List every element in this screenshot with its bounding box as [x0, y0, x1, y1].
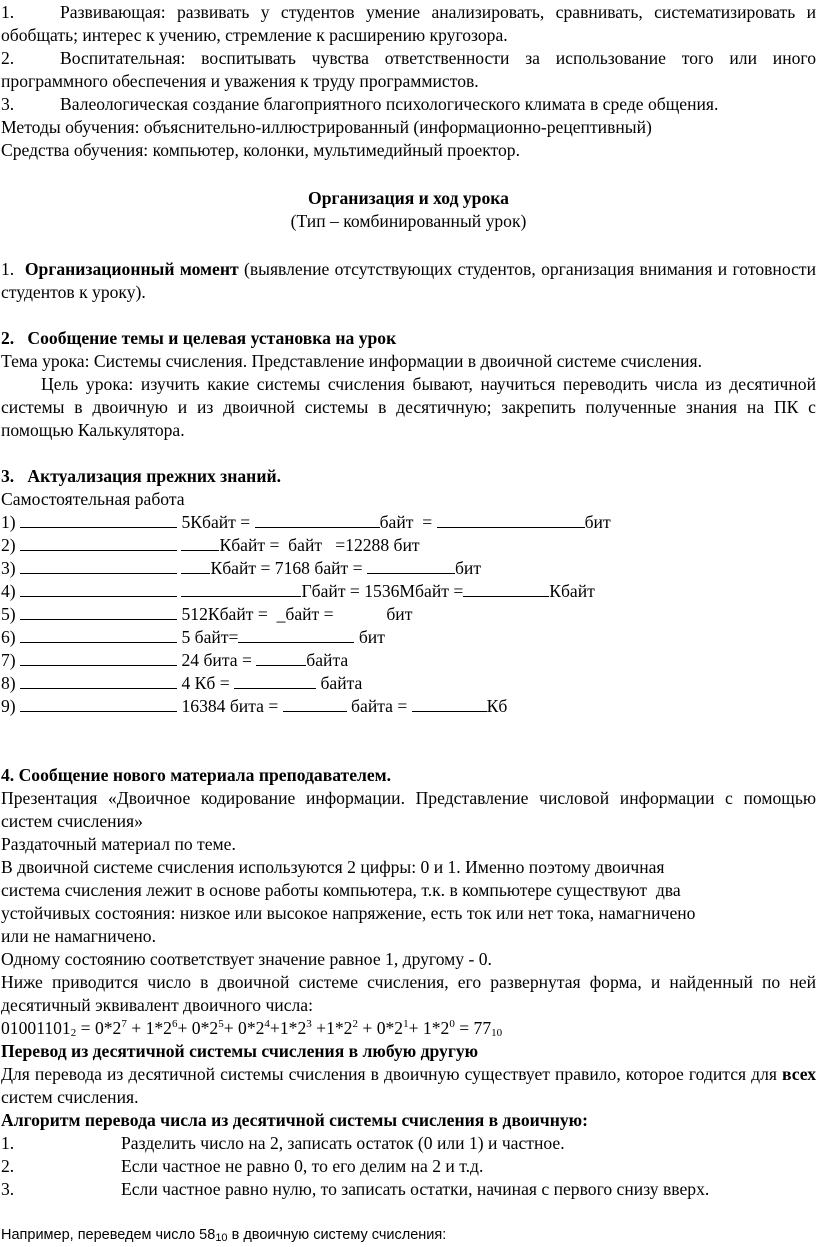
teaching-means: Средства обучения: компьютер, колонки, мультимедийный проектор. — [1, 140, 520, 160]
expansion-formula: $01001101_2 = 0*2^7 + 1*2^6+ 0*2^5+ 0*2^4+1*2^3 +1*2^2 + 0*2^1+ 1*2^0 = 77_{10}$ — [1, 1018, 503, 1039]
algorithm-step-1: 1. Разделить число на 2, записать остаток (0 или 1) и частное. — [1, 1133, 565, 1153]
task-3: 3) Кбайт = 7168 байт = бит — [1, 558, 482, 578]
algorithm-step-2: 2. Если частное не равно 0, то его делим на 2 и т.д. — [1, 1156, 484, 1176]
task-4: 4) Гбайт = 1536Мбайт = Кбайт — [1, 581, 595, 601]
task-6: 6) 5 байт= бит — [1, 627, 385, 647]
expanded-form-intro: Ниже приводится число в двоичной системе счисления, его развернутая форма, и найденный по ней десятичный эквивалент двоичного числа: — [1, 972, 816, 1015]
task-9: 9) 16384 бита = байта = Кб — [1, 696, 508, 716]
section-2-title: 2. Сообщение темы и целевая установка на урок — [1, 328, 397, 348]
task-1: 1) 5Кбайт = байт = бит — [1, 512, 611, 532]
handout-text: Раздаточный материал по теме. — [1, 834, 236, 854]
section-4-title: 4. Сообщение нового материала преподавателем. — [1, 765, 392, 785]
conversion-heading: Перевод из десятичной системы счисления в любую другую — [1, 1041, 479, 1061]
section-3-title: 3. Актуализация прежних знаний. — [1, 466, 281, 486]
binary-line-3: устойчивых состояния: низкое или высокое напряжение, есть ток или нет тока, намагничено — [1, 903, 696, 923]
algorithm-heading: Алгоритм перевода числа из десятичной системы счисления в двоичную: — [1, 1110, 588, 1130]
goal-item-1: 1. Развивающая: развивать у студентов умение анализировать, сравнивать, систематизировать и обобщать; интерес к учению, стремление к расширению кругозора. — [1, 2, 816, 45]
task-7: 7) 24 бита = байта — [1, 650, 349, 670]
presentation-text: Презентация «Двоичное кодирование информации. Представление числовой информации с помощью систем счисления» — [1, 788, 816, 831]
task-5: 5) 512Кбайт = _байт = бит — [1, 604, 413, 624]
lesson-topic: Тема урока: Системы счисления. Представление информации в двоичной системе счисления. — [1, 351, 703, 371]
state-values: Одному состоянию соответствует значение равное 1, другому - 0. — [1, 949, 492, 969]
goal-item-2: 2. Воспитательная: воспитывать чувства ответственности за использование того или иного программного обеспечения и уважения к труду программистов. — [1, 48, 816, 91]
teaching-methods: Методы обучения: объяснительно-иллюстрированный (информационно-рецептивный) — [1, 117, 652, 137]
task-8: 8) 4 Кб = байта — [1, 673, 363, 693]
goal-item-3: 3. Валеологическая создание благоприятного психологического климата в среде общения. — [1, 94, 719, 114]
independent-work-title: Самостоятельная работа — [1, 489, 185, 509]
section-1: 1. Организационный момент (выявление отсутствующих студентов, организация внимания и готовности студентов к уроку). — [1, 259, 816, 302]
lesson-type: (Тип – комбинированный урок) — [290, 211, 527, 231]
algorithm-step-3: 3. Если частное равно нулю, то записать остатки, начиная с первого снизу вверх. — [1, 1179, 710, 1199]
example-line: Например, переведем число $58_{10}$ в двоичную систему счисления: — [1, 1227, 447, 1244]
task-2: 2) Кбайт = байт =12288 бит — [1, 535, 420, 555]
binary-line-4: или не намагничено. — [1, 926, 156, 946]
lesson-goal: Цель урока: изучить какие системы счисления бывают, научиться переводить числа из десятичной системы в двоичную и из двоичной системы в десятичную; закрепить полученные знания на ПК с помощью Калькулятора. — [1, 374, 816, 440]
binary-line-2: система счисления лежит в основе работы компьютера, т.к. в компьютере существуют два — [1, 880, 681, 900]
binary-line-1: В двоичной системе счисления используются 2 цифры: 0 и 1. Именно поэтому двоичная — [1, 857, 665, 877]
lesson-heading: Организация и ход урока — [308, 188, 509, 208]
conversion-rule: Для перевода из десятичной системы счисления в двоичную существует правило, которое годится для всех систем счисления. — [1, 1064, 816, 1107]
